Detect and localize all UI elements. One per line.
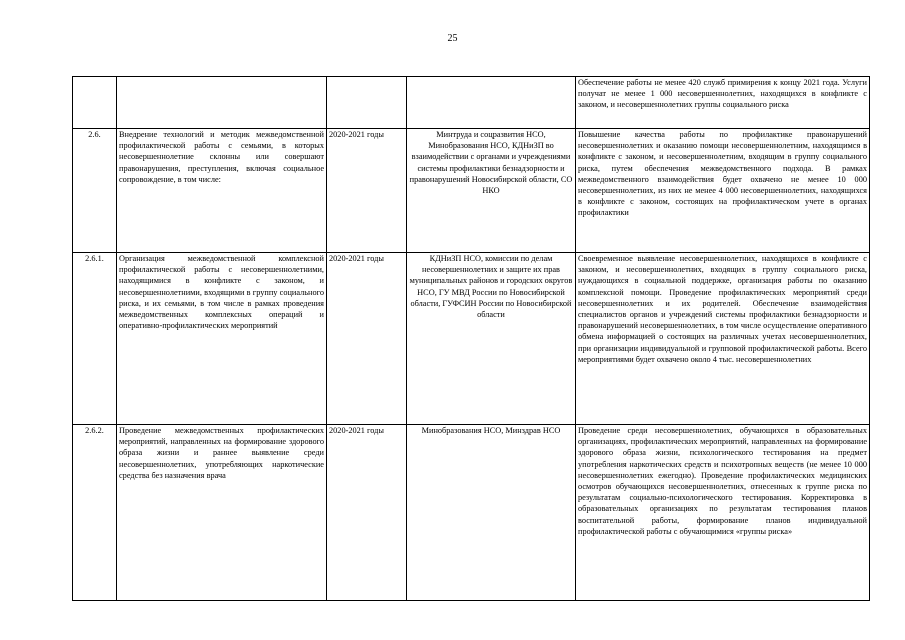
measure-cell: Проведение межведомственных профилактических мероприятий, направленных на формирование здорового образа жизни и раннее выявление среди несовершеннолетних, употребляющих наркотические средства без назначения врача (117, 425, 327, 601)
result-cell: Обеспечение работы не менее 420 служб примирения к концу 2021 года. Услуги получат не менее 1 000 несовершеннолетних, находящихся в конфликте с законом, и несовершеннолетних группы социального риска (576, 77, 870, 129)
executors-cell: КДНиЗП НСО, комиссии по делам несовершеннолетних и защите их прав муниципальных районов и городских округов НСО, ГУ МВД России по Новосибирской области, ГУФСИН России по Новосибирской области (407, 253, 576, 425)
row-number: 2.6.1. (73, 253, 117, 425)
executors-cell: Минобразования НСО, Минздрав НСО (407, 425, 576, 601)
executors-cell (407, 77, 576, 129)
period-cell: 2020-2021 годы (327, 129, 407, 253)
result-cell: Проведение среди несовершеннолетних, обучающихся в образовательных организациях, профилактических мероприятий, направленных на формирование здорового образа жизни, психологического тестирования на предмет употребления наркотических средств и психотропных веществ (не менее 10 000 несовершеннолетних ежегодно). Проведение профилактических медицинских осмотров обучающихся несовершеннолетних, отнесенных к группе риска по результатам социально-психологического тестирования. Корректировка в образовательных организациях по результатам тестирования планов воспитательной работы, формирование планов индивидуальной профилактической работы с обучающимися «группы риска» (576, 425, 870, 601)
period-cell: 2020-2021 годы (327, 425, 407, 601)
period-cell (327, 77, 407, 129)
table-row (73, 77, 870, 129)
measure-cell (117, 77, 327, 129)
period-cell: 2020-2021 годы (327, 253, 407, 425)
table-row (73, 425, 870, 601)
row-number: 2.6.2. (73, 425, 117, 601)
page-number: 25 (447, 33, 458, 44)
row-number: 2.6. (73, 129, 117, 253)
result-cell: Повышение качества работы по профилактике правонарушений несовершеннолетних и оказанию помощи несовершеннолетним, находящимся в конфликте с законом, и несовершеннолетним, входящим в группу социального риска, путем обеспечения межведомственного подхода. В рамках межведомственного взаимодействия будет охвачено не менее 10 000 несовершеннолетних, из них не менее 4 000 несовершеннолетних, находящихся в конфликте с законом, состоящих на профилактическом учете в органах профилактики (576, 129, 870, 253)
executors-cell: Минтруда и соцразвития НСО, Минобразования НСО, КДНиЗП во взаимодействии с органами и учреждениями системы профилактики безнадзорности и правонарушений Новосибирской области, СО НКО (407, 129, 576, 253)
row-number (73, 77, 117, 129)
table-row (73, 129, 870, 253)
measure-cell: Организация межведомственной комплексной профилактической работы с несовершеннолетними, находящимися в конфликте с законом, и несовершеннолетними, входящими в группу социального риска, и их семьями, в том числе в рамках проведения межведомственных комплексных операций и оперативно-профилактических мероприятий (117, 253, 327, 425)
table-row (73, 253, 870, 425)
result-cell: Своевременное выявление несовершеннолетних, находящихся в конфликте с законом, и несовершеннолетних, входящих в группу социального риска, нуждающихся в социальной поддержке, организация работы по оказанию комплексной помощи. Проведение профилактических мероприятий среди несовершеннолетних и их родителей. Обеспечение взаимодействия специалистов органов и учреждений системы профилактики безнадзорности и правонарушений несовершеннолетних, в том числе осуществление оперативного обмена информацией о состоящих на различных учетах несовершеннолетних, при организации индивидуальной и групповой профилактической работы. Всего мероприятиями будет охвачено около 4 тыс. несовершеннолетних (576, 253, 870, 425)
measure-cell: Внедрение технологий и методик межведомственной профилактической работы с семьями, в которых несовершеннолетние склонны или совершают правонарушения, преступления, включая социальное сопровождение, в том числе: (117, 129, 327, 253)
measures-table (72, 76, 870, 601)
